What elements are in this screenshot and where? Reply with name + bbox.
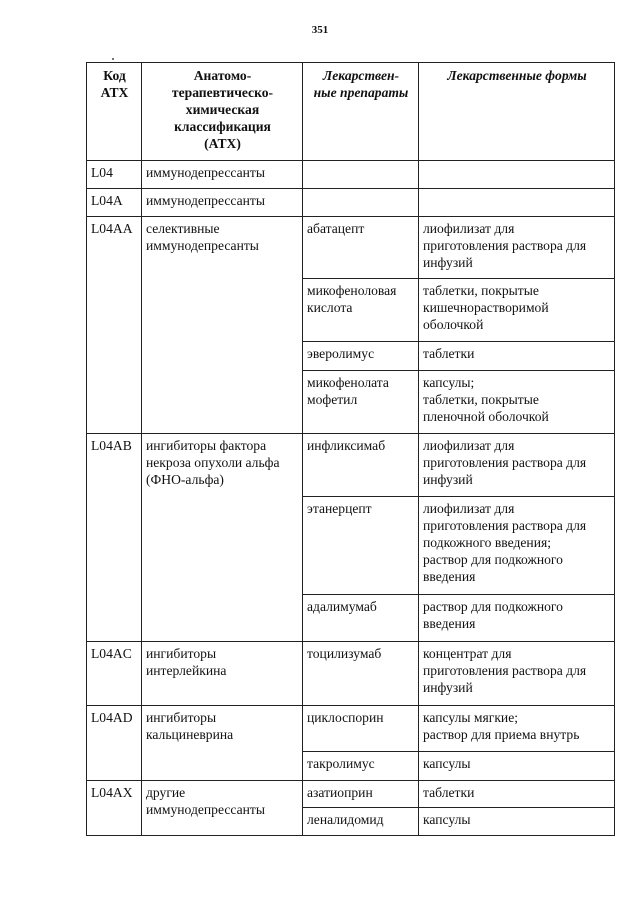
header-classification: Анатомо- терапевтическо- химическая классификация (ATX) — [142, 63, 303, 161]
drug-cell: микофенолата мофетил — [303, 371, 419, 434]
form-cell: капсулы мягкие; раствор для приема внутрь — [419, 706, 615, 752]
drug-cell: такролимус — [303, 752, 419, 781]
table-row — [87, 781, 615, 808]
classification-cell: селективные иммунодепресанты — [142, 217, 303, 434]
form-cell — [419, 189, 615, 217]
atx-table — [86, 62, 615, 836]
form-cell: капсулы; таблетки, покрытые пленочной оболочкой — [419, 371, 615, 434]
table-row — [87, 189, 615, 217]
form-cell: лиофилизат для приготовления раствора для инфузий — [419, 217, 615, 279]
code-cell: L04AC — [87, 642, 142, 706]
classification-cell: иммунодепрессанты — [142, 189, 303, 217]
drug-cell: инфликсимаб — [303, 434, 419, 497]
code-cell: L04AA — [87, 217, 142, 434]
form-cell: лиофилизат для приготовления раствора для инфузий — [419, 434, 615, 497]
code-cell: L04A — [87, 189, 142, 217]
page-number: 351 — [311, 24, 329, 36]
classification-cell: другие иммунодепрессанты — [142, 781, 303, 836]
form-cell: таблетки, покрытые кишечнорастворимой оболочкой — [419, 279, 615, 342]
drug-cell: циклоспорин — [303, 706, 419, 752]
table-row — [87, 161, 615, 189]
form-cell: таблетки — [419, 342, 615, 371]
table-row — [87, 706, 615, 752]
drug-cell — [303, 189, 419, 217]
form-cell: концентрат для приготовления раствора для инфузий — [419, 642, 615, 706]
classification-cell: ингибиторы интерлейкина — [142, 642, 303, 706]
drug-cell — [303, 161, 419, 189]
drug-cell: микофеноловая кислота — [303, 279, 419, 342]
drug-cell: адалимумаб — [303, 595, 419, 642]
drug-cell: этанерцепт — [303, 497, 419, 595]
header-drugs: Лекарствен- ные препараты — [303, 63, 419, 161]
table-row — [87, 434, 615, 497]
form-cell — [419, 161, 615, 189]
form-cell: таблетки — [419, 781, 615, 808]
classification-cell: иммунодепрессанты — [142, 161, 303, 189]
classification-cell: ингибиторы фактора некроза опухоли альфа (ФНО-альфа) — [142, 434, 303, 642]
drug-cell: абатацепт — [303, 217, 419, 279]
header-forms: Лекарственные формы — [419, 63, 615, 161]
code-cell: L04 — [87, 161, 142, 189]
code-cell: L04AB — [87, 434, 142, 642]
header-row — [87, 63, 615, 161]
table-row — [87, 642, 615, 706]
code-cell: L04AD — [87, 706, 142, 781]
scan-speck — [112, 58, 114, 60]
header-code: Код ATX — [87, 63, 142, 161]
classification-cell: ингибиторы кальциневрина — [142, 706, 303, 781]
drug-cell: эверолимус — [303, 342, 419, 371]
drug-cell: леналидомид — [303, 808, 419, 836]
drug-cell: тоцилизумаб — [303, 642, 419, 706]
form-cell: капсулы — [419, 808, 615, 836]
drug-cell: азатиоприн — [303, 781, 419, 808]
table-row — [87, 217, 615, 279]
form-cell: раствор для подкожного введения — [419, 595, 615, 642]
form-cell: капсулы — [419, 752, 615, 781]
form-cell: лиофилизат для приготовления раствора для подкожного введения; раствор для подкожного введения — [419, 497, 615, 595]
code-cell: L04AX — [87, 781, 142, 836]
